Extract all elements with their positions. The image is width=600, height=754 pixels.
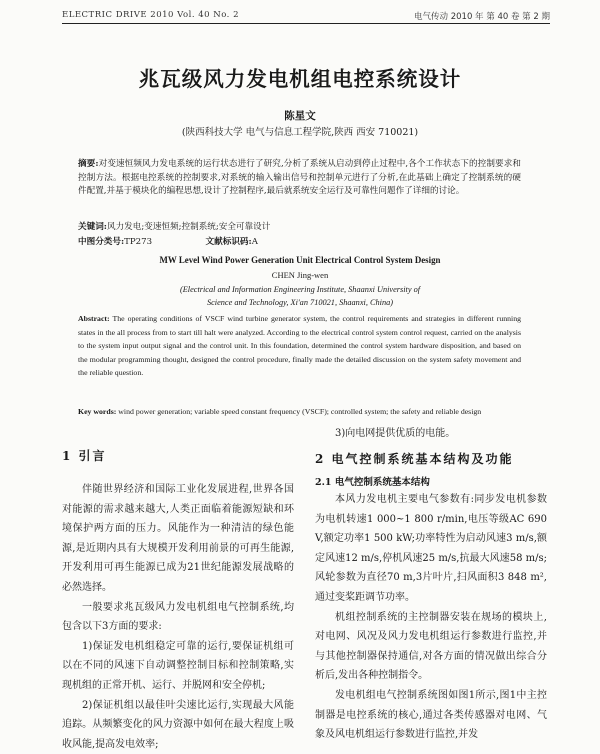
english-abstract-label: Abstract: (78, 314, 110, 323)
doc-code-value: A (251, 237, 258, 247)
paper-title: 兆瓦级风力发电机组电控系统设计 (138, 67, 462, 91)
abstract-cn-label: 摘要: (78, 159, 99, 169)
section-1-paragraph-3: 1)保证发电机组稳定可靠的运行,要保证机组可以在不同的风速下自动调整控制目标和控制策略,实现机组的正常开机、运行、并脱网和安全停机; (62, 640, 294, 691)
english-author: CHEN Jing-wen (271, 270, 329, 280)
section-1-paragraph-2: 一般要求兆瓦级风力发电机组电气控制系统,均包含以下3方面的要求: (62, 601, 294, 633)
english-abstract-text: The operating conditions of VSCF wind turbine generator system, the control requirements and strategies in different running states in the all process from to start till halt were analyzed. According to the electrical control system control request, carried on the analysis to the system input output signal and the control unit. In this foundation, determined the control system hardware disposition, and based on the modular programming thought, designed the control procedure, finally made the detailed discussion on the system safety movement and the reliable question. (78, 314, 521, 377)
section-1-heading: 1 引言 (62, 449, 107, 463)
right-column (315, 490, 547, 745)
doc-code-label: 文献标识码: (205, 237, 252, 247)
running-header-right: 电气传动 2010 年 第 40 卷 第 2 期 (414, 12, 550, 22)
right-column-top (315, 424, 547, 444)
english-keywords-label: Key words: (78, 407, 117, 416)
section-1-paragraph-1: 伴随世界经济和国际工业化发展进程,世界各国对能源的需求越来越大,人类正面临着能源短缺和环境保护两方面的压力。风能作为一种清洁的绿色能源,是近期内具有大规模开发利用前景的可再生能源,开发利用可再生能源已成为21世纪能源发展战略的必然选择。 (62, 484, 294, 593)
abstract-cn-text: 对变速恒频风力发电系统的运行状态进行了研究,分析了系统从启动到停止过程中,各个工作状态下的控制要求和控制方法。根据电控系统的控制要求,对系统的输入输出信号和控制单元进行了分析,在此基础上确定了控制系统的硬件配置,并基于模块化的编程思想,设计了控制程序,最后就系统安全运行及可靠性问题作了详细的讨论。 (78, 159, 521, 197)
paper-affiliation: (陕西科技大学 电气与信息工程学院,陕西 西安 710021) (181, 127, 419, 138)
english-abstract (78, 312, 521, 380)
english-keywords (78, 405, 521, 419)
clc-label: 中图分类号: (78, 237, 125, 247)
section-2-paragraph-3: 发电机组电气控制系统图如图1所示,图1中主控制器是电控系统的核心,通过各类传感器对电网、气象及风电机组运行参数进行监控,并发 (315, 689, 547, 741)
english-affiliation-line1: (Electrical and Information Engineering Institute, Shaanxi University of (179, 285, 421, 294)
paper-author: 陈星文 (284, 110, 316, 122)
classification-row (78, 235, 258, 247)
running-header (62, 9, 550, 24)
running-header-left: ELECTRIC DRIVE 2010 Vol. 40 No. 2 (62, 10, 239, 20)
clc-value: TP273 (124, 237, 153, 247)
english-title: MW Level Wind Power Generation Unit Electrical Control System Design (159, 255, 441, 265)
section-2-1-heading: 2.1 电气控制系统基本结构 (315, 477, 430, 488)
keywords-cn-text: 风力发电;变速恒频;控制系统;安全可靠设计 (106, 222, 271, 232)
keywords-cn-label: 关键词: (78, 222, 107, 232)
abstract-cn (78, 158, 521, 199)
section-2-paragraph-2: 机组控制系统的主控制器安装在规场的模块上,对电网、风况及风力发电机组运行参数进行监控,并与其他控制器保持通信,对各方面的情况做出综合分析后,发出各种控制指令。 (315, 611, 547, 682)
section-1-paragraph-4: 2)保证机组以最佳叶尖速比运行,实现最大风能追踪。从频繁变化的风力资源中如何在最大程度上吸收风能,提高发电效率; (62, 699, 294, 750)
english-affiliation (0, 284, 600, 309)
left-column (62, 480, 294, 754)
section-2-heading: 2 电气控制系统基本结构及功能 (315, 452, 514, 466)
section-2-paragraph-1: 本风力发电机主要电气参数有:同步发电机参数为电机转速1 000~1 800 r/min,电压等级AC 690 V,额定功率1 500 kW;功率特性为启动风速3 m/s,额定风速12 m/s,停机风速25 m/s,抗最大风速58 m/s;风轮参数为直径70 m,3片叶片,扫风面积3 848 m²,通过变桨距调节功率。 (315, 494, 547, 603)
english-affiliation-line2: Science and Technology, Xi'an 710021, Shaanxi, China) (206, 297, 394, 307)
english-keywords-text: wind power generation; variable speed constant frequency (VSCF); controlled system; the safety and reliable design (118, 407, 482, 416)
requirement-3: 3)向电网提供优质的电能。 (335, 428, 456, 439)
keywords-cn (78, 220, 270, 232)
